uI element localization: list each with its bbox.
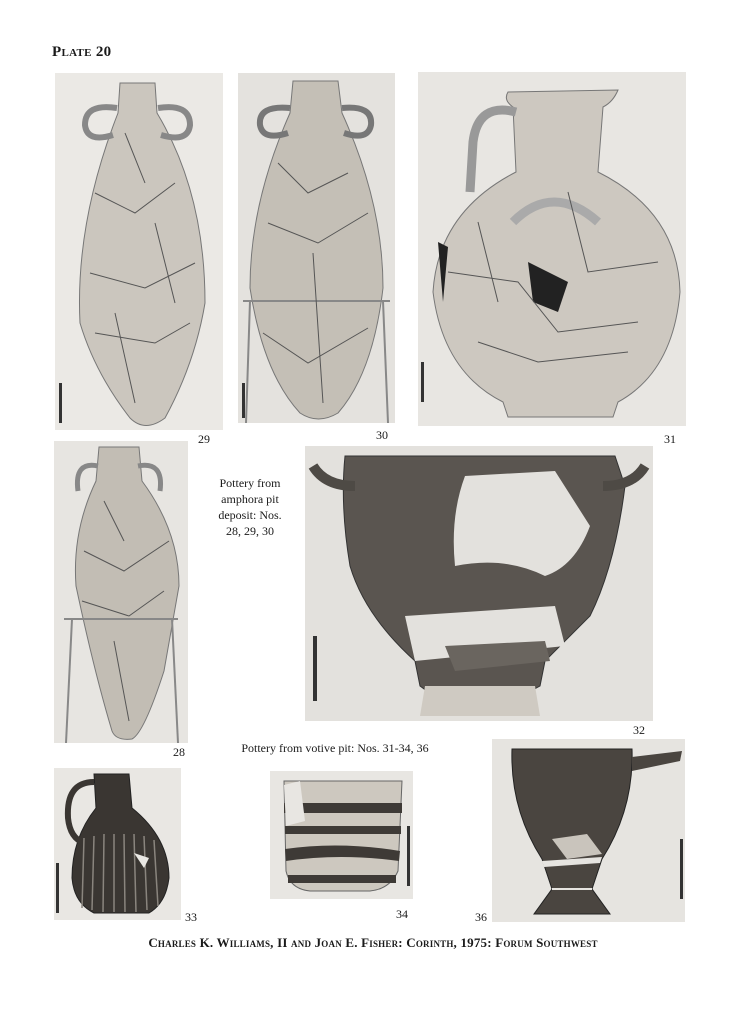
figure-number-36: 36 xyxy=(475,910,487,924)
cup-illustration xyxy=(270,771,413,899)
amphora-illustration xyxy=(55,73,223,430)
figure-number-34: 34 xyxy=(396,907,408,921)
figure-number-28: 28 xyxy=(173,745,185,759)
jug-illustration xyxy=(418,72,686,426)
amphora-stand-illustration xyxy=(54,441,188,743)
caption-line: 28, 29, 30 xyxy=(226,524,274,538)
caption-line: Pottery from xyxy=(219,476,281,490)
figure-number-32: 32 xyxy=(633,723,645,737)
photo-amphora-29 xyxy=(55,73,223,430)
figure-number-31: 31 xyxy=(664,432,676,446)
plate-title: Plate 20 xyxy=(52,44,112,60)
photo-jug-31 xyxy=(418,72,686,426)
caption-amphora-pit xyxy=(205,475,295,539)
caption-votive-pit: Pottery from votive pit: Nos. 31-34, 36 xyxy=(241,741,429,755)
caption-line: deposit: Nos. xyxy=(218,508,282,522)
photo-krater-32 xyxy=(305,446,653,721)
krater-illustration xyxy=(305,446,653,721)
photo-goblet-36 xyxy=(492,739,685,922)
goblet-illustration xyxy=(492,739,685,922)
figure-number-29: 29 xyxy=(198,432,210,446)
figure-number-30: 30 xyxy=(376,428,388,442)
jug-illustration xyxy=(54,768,181,920)
photo-jug-33 xyxy=(54,768,181,920)
caption-line: amphora pit xyxy=(221,492,279,506)
photo-cup-34 xyxy=(270,771,413,899)
photo-amphora-28 xyxy=(54,441,188,743)
figure-number-33: 33 xyxy=(185,910,197,924)
photo-amphora-30 xyxy=(238,73,395,423)
footer-credit: Charles K. Williams, II and Joan E. Fisher: Corinth, 1975: Forum Southwest xyxy=(148,935,598,950)
amphora-stand-illustration xyxy=(238,73,395,423)
